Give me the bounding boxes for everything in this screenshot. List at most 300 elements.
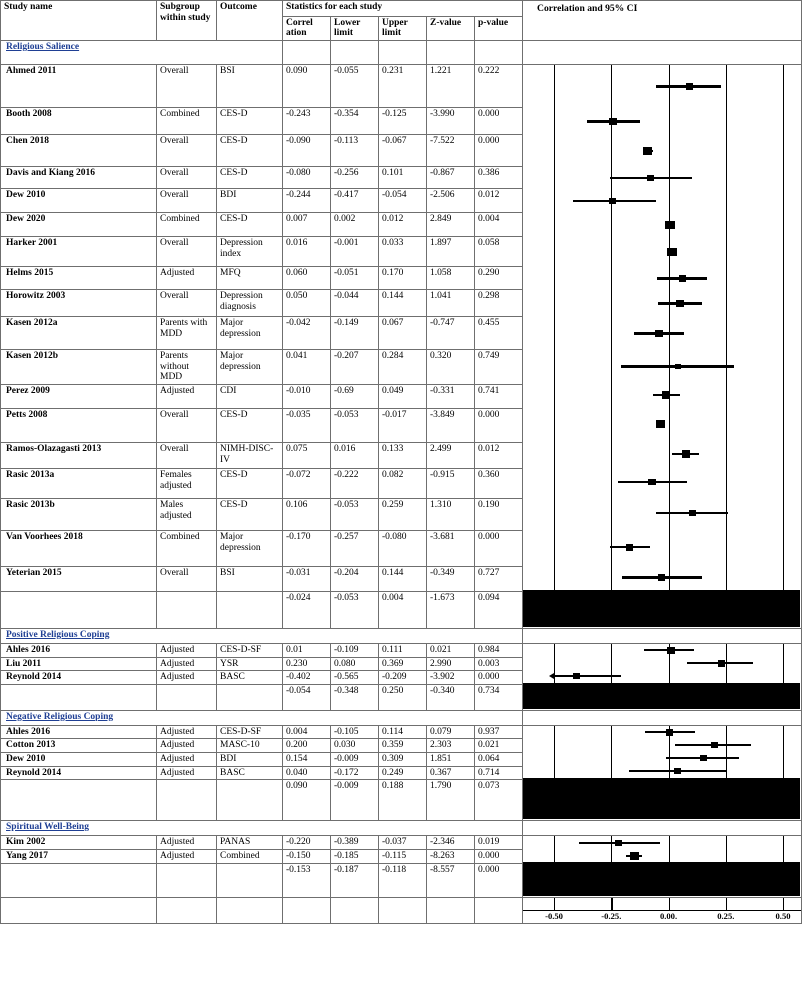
forest-row-0-14 — [523, 467, 801, 497]
cell-study-name: Kasen 2012b — [1, 350, 157, 385]
cell-study-name: Liu 2011 — [1, 657, 157, 671]
forest-row-2-3 — [523, 765, 801, 778]
cell-upper-limit: 0.259 — [379, 498, 427, 530]
forest-row-0-7 — [523, 267, 801, 290]
cell-study-name: Davis and Kiang 2016 — [1, 167, 157, 189]
cell-study-name: Chen 2018 — [1, 135, 157, 167]
cell-study-name: Reynold 2014 — [1, 766, 157, 780]
cell-lower-limit: -0.009 — [331, 753, 379, 767]
cell-correlation: -0.072 — [283, 468, 331, 498]
cell-z-value: -2.346 — [427, 836, 475, 850]
cell-summary-correlation: 0.090 — [283, 780, 331, 821]
cell-upper-limit: -0.054 — [379, 189, 427, 213]
cell-z-value: 0.021 — [427, 643, 475, 657]
cell-upper-limit: 0.012 — [379, 213, 427, 237]
cell-p-value: 0.741 — [475, 384, 523, 408]
cell-correlation: -0.243 — [283, 108, 331, 135]
cell-upper-limit: 0.133 — [379, 442, 427, 468]
forest-row-2-2 — [523, 752, 801, 765]
study-effect-marker — [679, 275, 687, 282]
forest-row-0-4 — [523, 189, 801, 213]
study-effect-marker — [711, 742, 718, 748]
cell-summary-subgroup — [157, 591, 217, 628]
cell-p-value: 0.019 — [475, 836, 523, 850]
cell-upper-limit: -0.067 — [379, 135, 427, 167]
cell-p-value: 0.021 — [475, 739, 523, 753]
cell-subgroup: Parents with MDD — [157, 317, 217, 350]
cell-upper-limit: 0.144 — [379, 290, 427, 317]
axis-pad — [157, 897, 217, 923]
cell-p-value: 0.190 — [475, 498, 523, 530]
cell-subgroup: Overall — [157, 189, 217, 213]
cell-study-name: Booth 2008 — [1, 108, 157, 135]
cell-lower-limit: -0.69 — [331, 384, 379, 408]
cell-lower-limit: 0.002 — [331, 213, 379, 237]
cell-lower-limit: -0.001 — [331, 237, 379, 267]
cell-upper-limit: 0.170 — [379, 267, 427, 290]
cell-lower-limit: -0.257 — [331, 530, 379, 566]
study-effect-marker — [700, 755, 707, 761]
forest-row-0-17 — [523, 565, 801, 590]
forest-row-0-5 — [523, 213, 801, 237]
cell-subgroup: Adjusted — [157, 739, 217, 753]
cell-correlation: 0.01 — [283, 643, 331, 657]
cell-study-name: Kasen 2012a — [1, 317, 157, 350]
cell-upper-limit: -0.080 — [379, 530, 427, 566]
study-effect-marker — [682, 450, 690, 457]
group-label: Positive Religious Coping — [1, 628, 523, 643]
cell-outcome: CES-D-SF — [217, 725, 283, 739]
cell-study-name: Rasic 2013a — [1, 468, 157, 498]
cell-p-value: 0.003 — [475, 657, 523, 671]
study-effect-marker — [676, 300, 684, 307]
cell-upper-limit: 0.369 — [379, 657, 427, 671]
cell-upper-limit: 0.101 — [379, 167, 427, 189]
axis-pad — [379, 897, 427, 923]
cell-subgroup: Overall — [157, 566, 217, 591]
cell-upper-limit: 0.049 — [379, 384, 427, 408]
cell-subgroup: Combined — [157, 213, 217, 237]
header-outcome: Outcome — [217, 1, 283, 41]
cell-summary-study — [1, 684, 157, 710]
cell-upper-limit: 0.144 — [379, 566, 427, 591]
cell-correlation: 0.004 — [283, 725, 331, 739]
study-effect-marker — [667, 647, 675, 654]
group-pad — [427, 41, 475, 65]
study-effect-marker — [626, 544, 634, 551]
forest-row-0-9 — [523, 317, 801, 350]
cell-subgroup: Adjusted — [157, 657, 217, 671]
axis-tick-label: -0.25. — [601, 910, 622, 921]
cell-p-value: 0.012 — [475, 442, 523, 468]
study-effect-marker — [718, 660, 725, 666]
cell-upper-limit: 0.309 — [379, 753, 427, 767]
group-header-row — [1, 821, 802, 836]
cell-p-value: 0.000 — [475, 849, 523, 863]
cell-study-name: Ahmed 2011 — [1, 65, 157, 108]
forest-row-0-16 — [523, 529, 801, 565]
forest-row-0-10 — [523, 350, 801, 383]
cell-correlation: 0.041 — [283, 350, 331, 385]
study-effect-marker — [655, 330, 663, 337]
cell-p-value: 0.749 — [475, 350, 523, 385]
cell-summary-z-value: -0.340 — [427, 684, 475, 710]
cell-subgroup: Adjusted — [157, 753, 217, 767]
confidence-interval-line — [554, 675, 621, 677]
cell-z-value: -2.506 — [427, 189, 475, 213]
cell-lower-limit: -0.053 — [331, 498, 379, 530]
cell-z-value: -7.522 — [427, 135, 475, 167]
cell-correlation: -0.010 — [283, 384, 331, 408]
cell-p-value: 0.004 — [475, 213, 523, 237]
cell-lower-limit: -0.172 — [331, 766, 379, 780]
cell-summary-outcome — [217, 591, 283, 628]
cell-subgroup: Adjusted — [157, 766, 217, 780]
cell-outcome: CES-D — [217, 135, 283, 167]
forest-summary-2 — [523, 778, 801, 819]
axis-tick-label: 0.00. — [659, 910, 678, 921]
cell-z-value: -0.331 — [427, 384, 475, 408]
study-effect-marker — [647, 175, 654, 181]
header-lower-limit: Lower limit — [331, 16, 379, 40]
table-row — [1, 65, 802, 108]
cell-summary-lower-limit: -0.053 — [331, 591, 379, 628]
cell-study-name: Dew 2020 — [1, 213, 157, 237]
cell-subgroup: Adjusted — [157, 267, 217, 290]
cell-z-value: 1.310 — [427, 498, 475, 530]
cell-summary-lower-limit: -0.348 — [331, 684, 379, 710]
forest-row-1-2 — [523, 670, 801, 683]
forest-summary-3 — [523, 862, 801, 896]
cell-correlation: -0.090 — [283, 135, 331, 167]
cell-summary-z-value: -1.673 — [427, 591, 475, 628]
cell-z-value: 2.849 — [427, 213, 475, 237]
cell-outcome: Combined — [217, 849, 283, 863]
study-effect-marker — [686, 83, 693, 89]
cell-z-value: 1.041 — [427, 290, 475, 317]
forest-row-0-0 — [523, 65, 801, 108]
group-pad — [283, 41, 331, 65]
cell-study-name: Ahles 2016 — [1, 643, 157, 657]
summary-diamond — [523, 862, 800, 896]
cell-lower-limit: -0.044 — [331, 290, 379, 317]
study-effect-marker — [662, 391, 670, 398]
cell-summary-correlation: -0.054 — [283, 684, 331, 710]
cell-correlation: 0.075 — [283, 442, 331, 468]
cell-study-name: Dew 2010 — [1, 753, 157, 767]
cell-outcome: MASC-10 — [217, 739, 283, 753]
header-correlation: Correl ation — [283, 16, 331, 40]
cell-summary-outcome — [217, 863, 283, 897]
study-effect-marker — [689, 510, 696, 516]
cell-summary-lower-limit: -0.187 — [331, 863, 379, 897]
forest-row-0-13 — [523, 441, 801, 467]
cell-upper-limit: -0.125 — [379, 108, 427, 135]
cell-summary-lower-limit: -0.009 — [331, 780, 379, 821]
cell-upper-limit: 0.231 — [379, 65, 427, 108]
cell-subgroup: Overall — [157, 442, 217, 468]
cell-subgroup: Overall — [157, 167, 217, 189]
cell-z-value: 1.058 — [427, 267, 475, 290]
axis-labels — [523, 911, 801, 924]
cell-outcome: CES-D — [217, 213, 283, 237]
header-subgroup: Subgroup within study — [157, 1, 217, 41]
axis-tick — [554, 898, 555, 910]
cell-lower-limit: -0.053 — [331, 408, 379, 442]
cell-subgroup: Overall — [157, 135, 217, 167]
header-upper-limit: Upper limit — [379, 16, 427, 40]
header-z-value: Z-value — [427, 16, 475, 40]
summary-diamond — [523, 590, 800, 627]
plot-cell-group-1 — [523, 643, 802, 710]
cell-z-value: 1.221 — [427, 65, 475, 108]
cell-p-value: 0.298 — [475, 290, 523, 317]
study-effect-marker — [615, 840, 622, 846]
forest-row-3-1 — [523, 849, 801, 862]
cell-lower-limit: -0.222 — [331, 468, 379, 498]
group-label: Negative Religious Coping — [1, 710, 523, 725]
axis-tick — [726, 898, 727, 910]
cell-summary-p-value: 0.734 — [475, 684, 523, 710]
cell-correlation: -0.402 — [283, 671, 331, 685]
cell-outcome: CDI — [217, 384, 283, 408]
plot-group-spacer — [523, 41, 802, 65]
cell-outcome: CES-D — [217, 468, 283, 498]
cell-p-value: 0.000 — [475, 408, 523, 442]
cell-p-value: 0.455 — [475, 317, 523, 350]
cell-lower-limit: -0.354 — [331, 108, 379, 135]
cell-study-name: Kim 2002 — [1, 836, 157, 850]
cell-upper-limit: -0.037 — [379, 836, 427, 850]
cell-p-value: 0.714 — [475, 766, 523, 780]
cell-summary-upper-limit: 0.250 — [379, 684, 427, 710]
cell-summary-study — [1, 591, 157, 628]
cell-lower-limit: -0.113 — [331, 135, 379, 167]
cell-subgroup: Parents without MDD — [157, 350, 217, 385]
cell-correlation: 0.016 — [283, 237, 331, 267]
cell-study-name: Ahles 2016 — [1, 725, 157, 739]
cell-summary-outcome — [217, 684, 283, 710]
forest-row-0-15 — [523, 497, 801, 529]
forest-row-0-2 — [523, 135, 801, 167]
study-effect-marker — [666, 729, 674, 736]
cell-lower-limit: -0.109 — [331, 643, 379, 657]
cell-lower-limit: -0.204 — [331, 566, 379, 591]
cell-lower-limit: 0.016 — [331, 442, 379, 468]
forest-summary-1 — [523, 683, 801, 709]
cell-p-value: 0.000 — [475, 530, 523, 566]
axis-pad — [1, 897, 157, 923]
cell-outcome: BSI — [217, 65, 283, 108]
group-header-row — [1, 710, 802, 725]
cell-upper-limit: 0.111 — [379, 643, 427, 657]
cell-p-value: 0.222 — [475, 65, 523, 108]
study-effect-marker — [573, 673, 580, 679]
cell-upper-limit: -0.115 — [379, 849, 427, 863]
cell-z-value: 0.079 — [427, 725, 475, 739]
cell-subgroup: Overall — [157, 237, 217, 267]
axis-pad — [331, 897, 379, 923]
plot-group-spacer — [523, 628, 802, 643]
summary-diamond — [523, 778, 800, 819]
group-label: Spiritual Well-Being — [1, 821, 523, 836]
cell-study-name: Cotton 2013 — [1, 739, 157, 753]
cell-summary-study — [1, 780, 157, 821]
cell-outcome: YSR — [217, 657, 283, 671]
forest-row-3-0 — [523, 836, 801, 849]
cell-subgroup: Adjusted — [157, 384, 217, 408]
cell-correlation: 0.106 — [283, 498, 331, 530]
table-row — [1, 643, 802, 657]
cell-summary-p-value: 0.094 — [475, 591, 523, 628]
cell-z-value: -3.902 — [427, 671, 475, 685]
cell-z-value: -8.263 — [427, 849, 475, 863]
plot-cell-group-3 — [523, 836, 802, 897]
study-effect-marker — [675, 364, 682, 370]
cell-subgroup: Combined — [157, 108, 217, 135]
cell-outcome: CES-D — [217, 167, 283, 189]
cell-study-name: Rasic 2013b — [1, 498, 157, 530]
cell-summary-correlation: -0.153 — [283, 863, 331, 897]
cell-z-value: -0.349 — [427, 566, 475, 591]
cell-upper-limit: 0.249 — [379, 766, 427, 780]
cell-summary-study — [1, 863, 157, 897]
cell-z-value: 2.499 — [427, 442, 475, 468]
cell-study-name: Petts 2008 — [1, 408, 157, 442]
cell-correlation: -0.031 — [283, 566, 331, 591]
cell-study-name: Helms 2015 — [1, 267, 157, 290]
cell-outcome: BDI — [217, 753, 283, 767]
cell-correlation: 0.007 — [283, 213, 331, 237]
cell-subgroup: Adjusted — [157, 849, 217, 863]
axis-pad — [427, 897, 475, 923]
cell-lower-limit: -0.105 — [331, 725, 379, 739]
cell-subgroup: Adjusted — [157, 643, 217, 657]
cell-subgroup: Combined — [157, 530, 217, 566]
cell-lower-limit: -0.389 — [331, 836, 379, 850]
cell-correlation: -0.170 — [283, 530, 331, 566]
cell-p-value: 0.727 — [475, 566, 523, 591]
axis-row — [1, 897, 802, 923]
group-header-row — [1, 628, 802, 643]
cell-outcome: Depression diagnosis — [217, 290, 283, 317]
axis-tick — [611, 898, 612, 910]
cell-z-value: -0.915 — [427, 468, 475, 498]
cell-z-value: -3.990 — [427, 108, 475, 135]
cell-study-name: Van Voorhees 2018 — [1, 530, 157, 566]
axis-tick-label: 0.50 — [775, 910, 791, 921]
group-label-religious-salience: Religious Salience — [1, 41, 283, 65]
forest-row-2-1 — [523, 739, 801, 752]
cell-summary-subgroup — [157, 684, 217, 710]
cell-p-value: 0.000 — [475, 671, 523, 685]
cell-study-name: Harker 2001 — [1, 237, 157, 267]
study-effect-marker — [609, 118, 617, 125]
forest-row-0-6 — [523, 237, 801, 267]
cell-correlation: 0.040 — [283, 766, 331, 780]
cell-subgroup: Overall — [157, 290, 217, 317]
cell-lower-limit: -0.051 — [331, 267, 379, 290]
cell-lower-limit: -0.256 — [331, 167, 379, 189]
table-header-row — [1, 1, 802, 17]
axis-tick — [783, 898, 784, 910]
cell-outcome: BDI — [217, 189, 283, 213]
group-header-row — [1, 41, 802, 65]
plot-title: Correlation and 95% CI — [537, 3, 638, 14]
cell-z-value: 1.851 — [427, 753, 475, 767]
cell-study-name: Ramos-Olazagasti 2013 — [1, 442, 157, 468]
cell-summary-z-value: 1.790 — [427, 780, 475, 821]
cell-summary-upper-limit: 0.004 — [379, 591, 427, 628]
cell-subgroup: Males adjusted — [157, 498, 217, 530]
study-effect-marker — [658, 574, 665, 580]
cell-outcome: CES-D-SF — [217, 643, 283, 657]
forest-row-2-0 — [523, 726, 801, 739]
cell-summary-z-value: -8.557 — [427, 863, 475, 897]
plot-cell-group-2 — [523, 725, 802, 821]
abbreviations-footnote — [0, 924, 755, 942]
cell-p-value: 0.000 — [475, 108, 523, 135]
cell-p-value: 0.386 — [475, 167, 523, 189]
plot-group-spacer — [523, 710, 802, 725]
forest-row-1-0 — [523, 644, 801, 657]
study-effect-marker — [630, 852, 639, 860]
cell-p-value: 0.360 — [475, 468, 523, 498]
study-effect-marker — [609, 198, 616, 204]
cell-lower-limit: 0.030 — [331, 739, 379, 753]
forest-row-0-11 — [523, 383, 801, 407]
cell-correlation: -0.220 — [283, 836, 331, 850]
cell-upper-limit: 0.067 — [379, 317, 427, 350]
study-effect-marker — [667, 248, 676, 257]
axis-pad — [283, 897, 331, 923]
cell-outcome: Major depression — [217, 350, 283, 385]
cell-z-value: 0.367 — [427, 766, 475, 780]
x-axis-cell — [523, 897, 802, 923]
cell-upper-limit: 0.359 — [379, 739, 427, 753]
cell-upper-limit: 0.284 — [379, 350, 427, 385]
cell-outcome: BASC — [217, 671, 283, 685]
cell-summary-p-value: 0.073 — [475, 780, 523, 821]
cell-study-name: Perez 2009 — [1, 384, 157, 408]
cell-z-value: -3.681 — [427, 530, 475, 566]
table-row — [1, 725, 802, 739]
cell-z-value: -3.849 — [427, 408, 475, 442]
header-study-name: Study name — [1, 1, 157, 41]
study-effect-marker — [656, 420, 665, 429]
forest-row-0-3 — [523, 167, 801, 189]
cell-outcome: CES-D — [217, 498, 283, 530]
forest-row-0-12 — [523, 407, 801, 441]
cell-p-value: 0.937 — [475, 725, 523, 739]
cell-upper-limit: 0.114 — [379, 725, 427, 739]
cell-summary-correlation: -0.024 — [283, 591, 331, 628]
forest-row-0-8 — [523, 290, 801, 317]
cell-subgroup: Overall — [157, 408, 217, 442]
cell-outcome: BASC — [217, 766, 283, 780]
cell-correlation: 0.050 — [283, 290, 331, 317]
cell-z-value: -0.867 — [427, 167, 475, 189]
cell-p-value: 0.984 — [475, 643, 523, 657]
cell-study-name: Yeterian 2015 — [1, 566, 157, 591]
cell-p-value: 0.290 — [475, 267, 523, 290]
cell-lower-limit: -0.417 — [331, 189, 379, 213]
cell-subgroup: Adjusted — [157, 836, 217, 850]
cell-outcome: Major depression — [217, 530, 283, 566]
cell-subgroup: Adjusted — [157, 671, 217, 685]
cell-z-value: -0.747 — [427, 317, 475, 350]
axis-pad — [217, 897, 283, 923]
